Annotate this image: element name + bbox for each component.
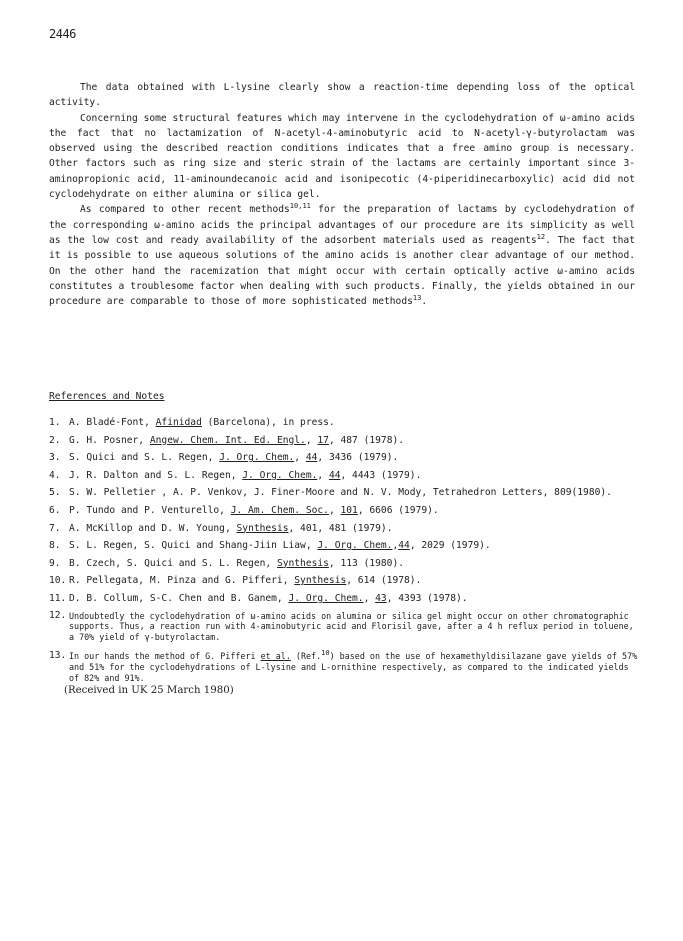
journal-name: Angew. Chem. Int. Ed. Engl. (149, 434, 306, 446)
paragraph-text: for the preparation of lactams by cyclodehydration of the corresponding ω-amino acids the principal advantages of our procedure are its simplicity as well as the low cost and ready availability of the adsorbent materials used as reagents (49, 204, 635, 246)
reference-item (49, 537, 639, 555)
reference-item (49, 572, 639, 590)
citation-superscript: 10,11 (289, 202, 311, 211)
paragraph-text: . The fact that it is possible to use aqueous solutions of the amino acids is another clear advantage of our method. On the other hand the racemization that might occur with certain optically active ω-amino acids constitutes a troublesome factor when dealing with such products. Finally, the yields obtained in our procedure are comparable to those of more sophisticated methods (49, 234, 635, 308)
journal-name: Afinidad (155, 417, 202, 428)
citation-superscript: 13 (412, 294, 422, 303)
reference-item (49, 590, 639, 608)
references-heading: References and Notes (49, 391, 165, 402)
reference-item (49, 502, 639, 520)
journal-name: J. Org. Chem. (219, 452, 295, 464)
reference-number: 11. (49, 592, 67, 604)
reference-number: 5. (49, 487, 61, 499)
reference-number: 9. (49, 557, 61, 569)
paragraph-text: . (421, 296, 428, 308)
references-list (49, 414, 639, 689)
et-al-text: et al. (260, 651, 291, 662)
reference-item (49, 449, 639, 467)
journal-name: J. Org. Chem. (317, 540, 393, 552)
reference-number: 10. (49, 575, 67, 587)
volume-number: 101 (340, 504, 358, 516)
journal-name: J. Org. Chem. (242, 469, 318, 481)
citation-superscript: 10 (321, 649, 330, 658)
volume-number: 44 (398, 540, 410, 552)
reference-text: A. McKillop and D. W. Young, Synthesis, 401, 481 (1979). (69, 522, 393, 534)
page-number: 2446 (49, 27, 76, 41)
reference-text: A. Bladé-Font, Afinidad (Barcelona), in press. (69, 417, 335, 428)
reference-item (49, 520, 639, 538)
reference-text: S. W. Pelletier , A. P. Venkov, J. Finer-Moore and N. V. Mody, Tetrahedron Letters, 809(1980). (69, 487, 612, 499)
journal-name: J. Am. Chem. Soc. (230, 504, 329, 516)
reference-text: G. H. Posner, Angew. Chem. Int. Ed. Engl., 17, 487 (1978). (69, 434, 405, 446)
reference-text: J. R. Dalton and S. L. Regen, J. Org. Chem., 44, 4443 (1979). (69, 469, 422, 481)
reference-number: 1. (49, 417, 61, 428)
reference-item (49, 608, 639, 649)
journal-name: Synthesis (276, 557, 329, 569)
reference-text: In our hands the method of G. Pifferi et al. (Ref.$^{10}$) based on the use of hexamethyldisilazane gave yields of 57% and 51% for the cyclodehydrations of L-lysine and L-ornithine respectively, as compared to the indicated yields of 82% and 91%. (69, 649, 638, 683)
reference-number: 4. (49, 469, 61, 481)
reference-text: B. Czech, S. Quici and S. L. Regen, Synthesis, 113 (1980). (69, 557, 405, 569)
volume-number: 44 (305, 452, 318, 464)
volume-number: 17 (317, 434, 329, 446)
paragraph-text: As compared to other recent methods (80, 204, 290, 216)
reference-number: 8. (49, 540, 61, 552)
reference-text: Undoubtedly the cyclodehydration of ω-amino acids on alumina or silica gel might occur on other chromatographic supports. Thus, a reaction run with 4-aminobutyric acid and Florisil gave, after a 4 h reflux period in toluene, a 70% yield of γ-butyrolactam. (69, 610, 634, 642)
reference-number: 2. (49, 434, 61, 446)
reference-text: S. Quici and S. L. Regen, J. Org. Chem., 44, 3436 (1979). (69, 452, 399, 464)
reference-text: P. Tundo and P. Venturello, J. Am. Chem. Soc., 101, 6606 (1979). (69, 504, 439, 516)
paragraph-optical-activity: The data obtained with L-lysine clearly show a reaction-time depending loss of the optical activity. (49, 82, 635, 109)
reference-item (49, 414, 639, 432)
reference-text: R. Pellegata, M. Pinza and G. Pifferi, Synthesis, 614 (1978). (69, 575, 422, 587)
paragraph-structural-features: Concerning some structural features which may intervene in the cyclodehydration of ω-amino acids the fact that no lactamization of N-acetyl-4-aminobutyric acid to N-acetyl-γ-butyrolactam was observed using the described reaction conditions indicates that a free amino group is necessary. Other factors such as ring size and steric strain of the lactams are certainly important since 3-aminopropionic acid, 11-aminoundecanoic acid and isonipecotic (4-piperidinecarboxylic) acid did not cyclodehydrate on either alumina or silica gel. (49, 112, 635, 201)
body-text (49, 80, 635, 309)
journal-name: Synthesis (236, 522, 289, 534)
reference-item (49, 432, 639, 450)
reference-number: 3. (49, 452, 61, 464)
reference-number: 7. (49, 522, 61, 534)
journal-name: J. Org. Chem. (288, 592, 364, 604)
reference-number: 13. (49, 650, 67, 662)
reference-item (49, 484, 639, 502)
reference-item (49, 467, 639, 485)
received-date: (Received in UK 25 March 1980) (64, 685, 234, 696)
reference-item (49, 555, 639, 573)
journal-name: Synthesis (294, 575, 347, 587)
volume-number: 43 (375, 592, 387, 604)
reference-number: 12. (49, 609, 67, 621)
reference-item (49, 648, 639, 689)
reference-text: S. L. Regen, S. Quici and Shang-Jiin Liaw, J. Org. Chem.,44, 2029 (1979). (69, 540, 491, 552)
reference-number: 6. (49, 504, 61, 516)
paragraph-comparison (49, 202, 635, 309)
volume-number: 44 (328, 469, 341, 481)
citation-superscript: 12 (536, 232, 546, 241)
reference-text: D. B. Collum, S-C. Chen and B. Ganem, J. Org. Chem., 43, 4393 (1978). (69, 592, 468, 604)
